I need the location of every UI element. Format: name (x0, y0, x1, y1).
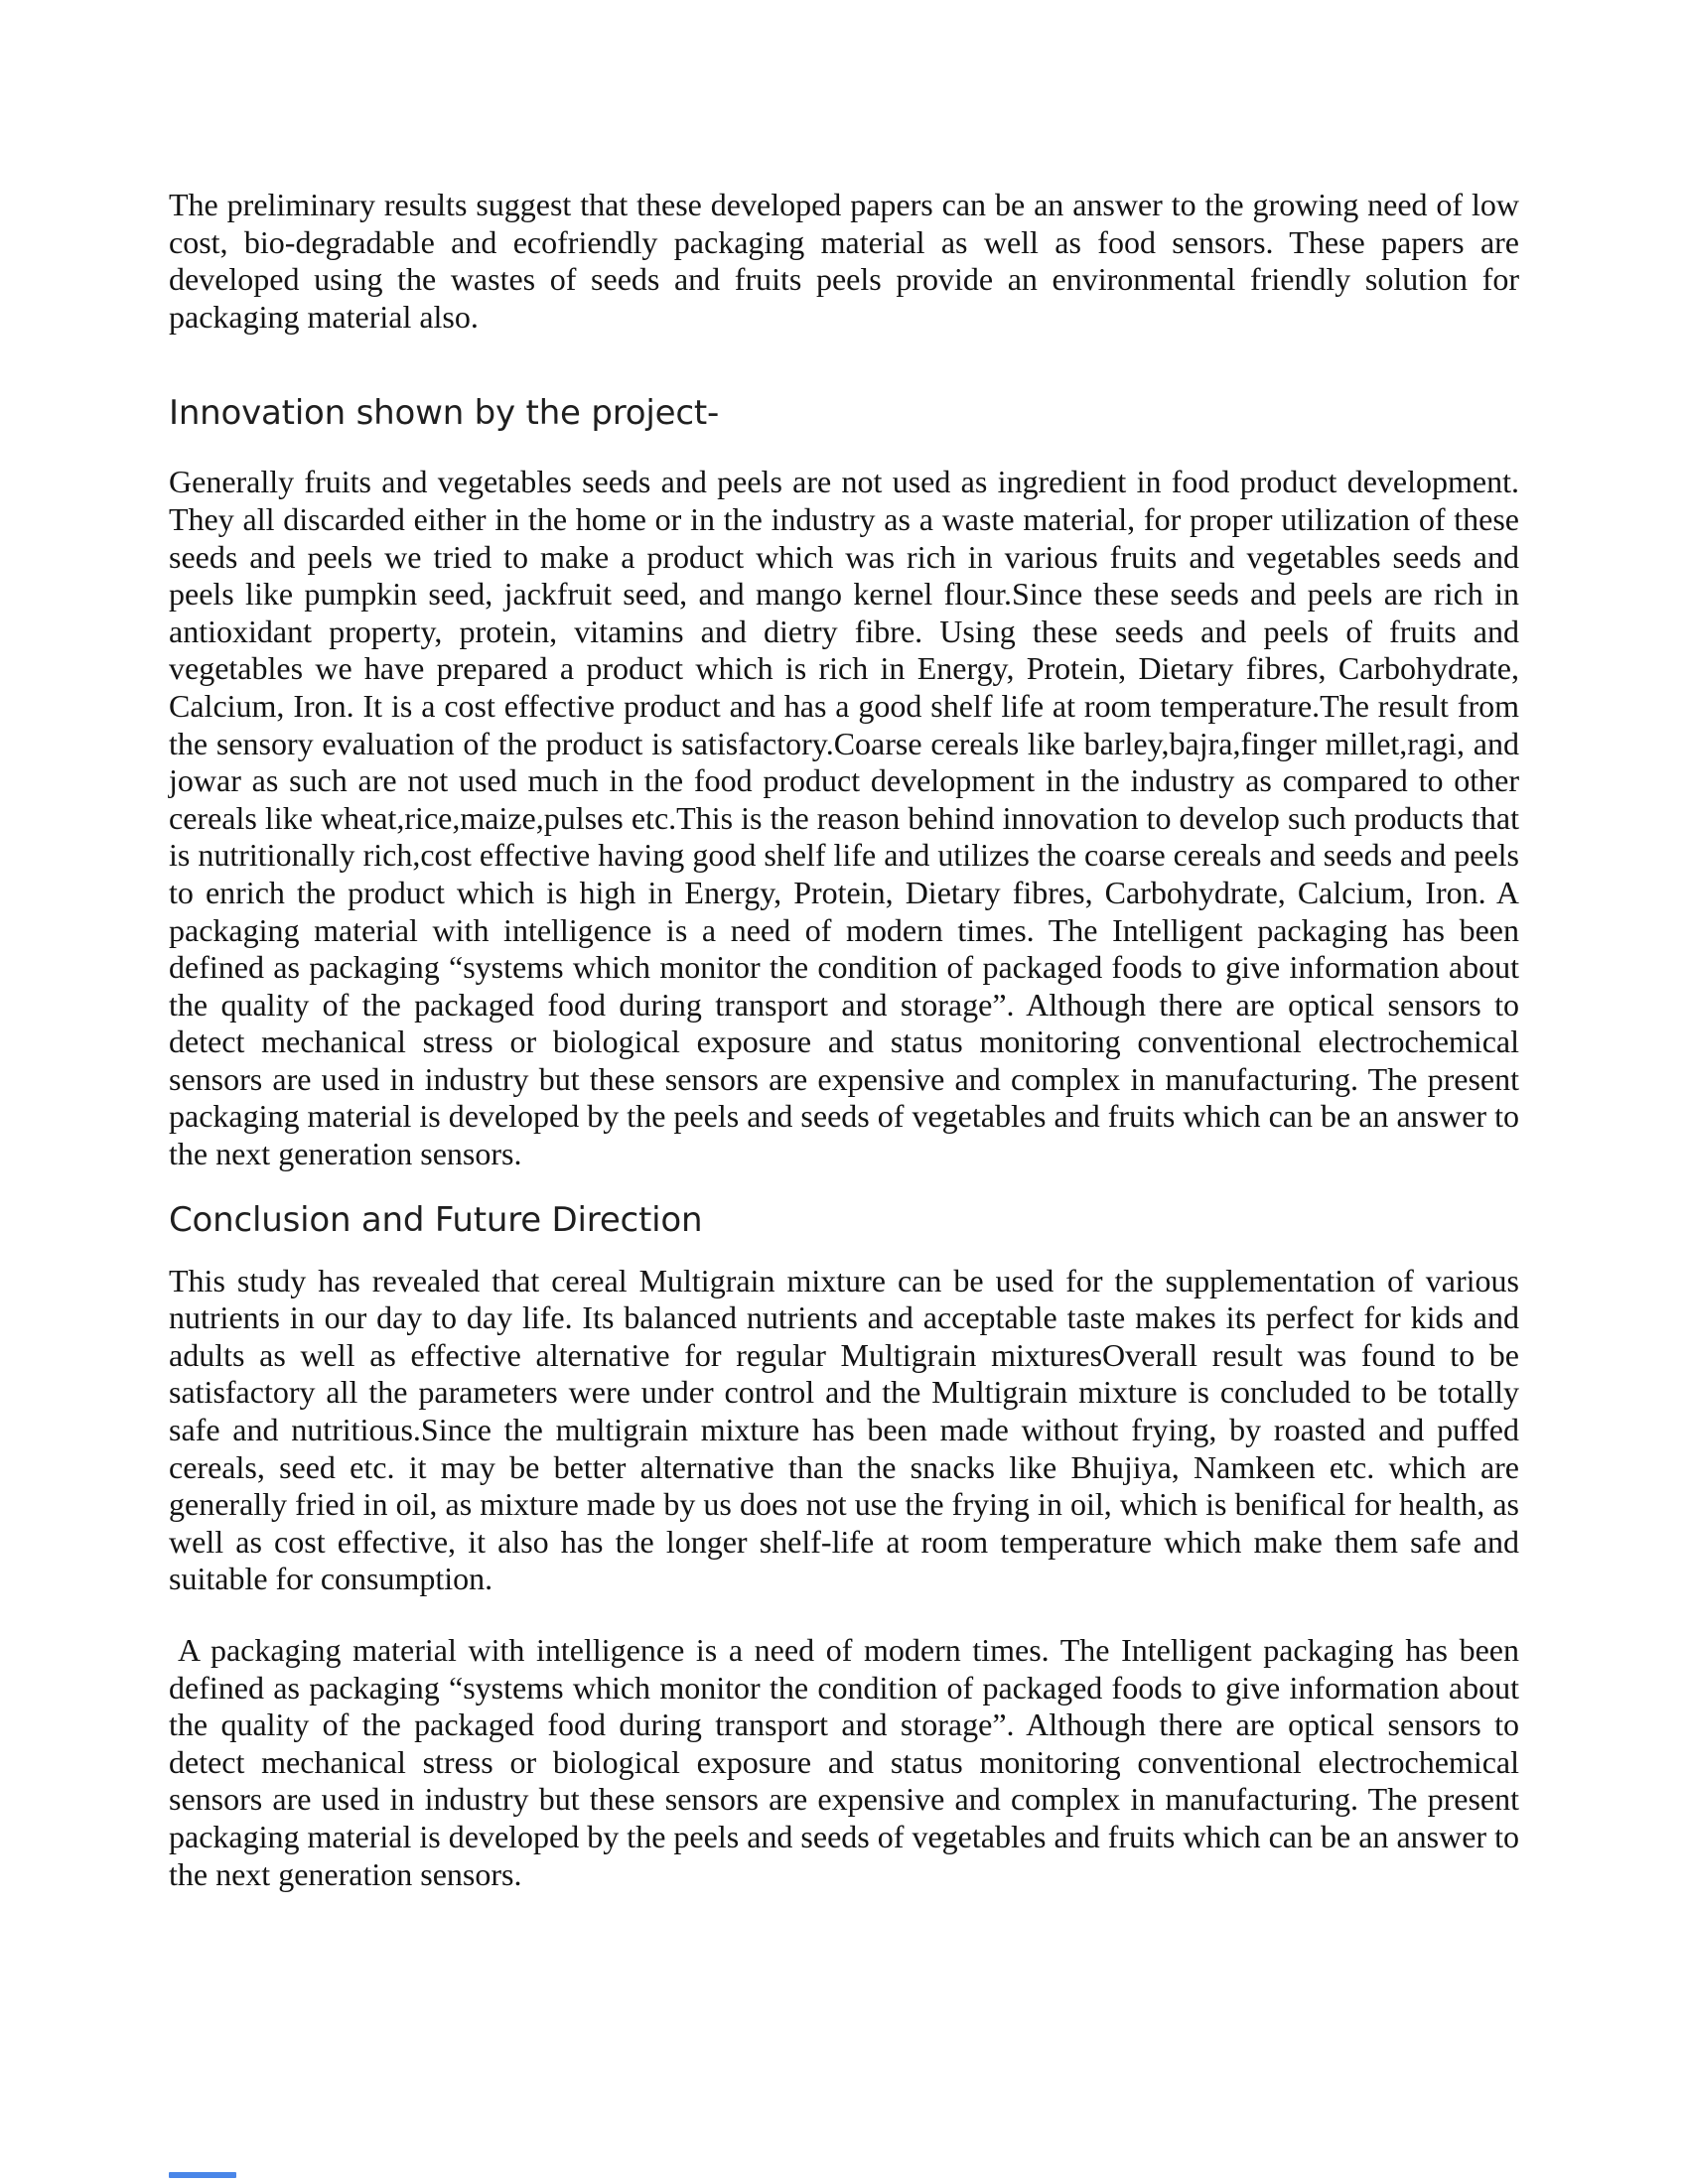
document-content-column (169, 0, 1519, 1893)
paragraph-preliminary-results: The preliminary results suggest that these developed papers can be an answer to the growing need of low cost, bio-degradable and ecofriendly packaging material as well as food sensors. These papers are developed using the wastes of seeds and fruits peels provide an environmental friendly solution for packaging material also. (169, 187, 1519, 335)
heading-innovation-shown-by-project: Innovation shown by the project- (169, 393, 720, 434)
paragraph-innovation-details: Generally fruits and vegetables seeds and peels are not used as ingredient in food product development. They all discarded either in the home or in the industry as a waste material, for proper utilization of these seeds and peels we tried to make a product which was rich in various fruits and vegetables seeds and peels like pumpkin seed, jackfruit seed, and mango kernel flour.Since these seeds and peels are rich in antioxidant property, protein, vitamins and dietry fibre. Using these seeds and peels of fruits and vegetables we have prepared a product which is rich in Energy, Protein, Dietary fibres, Carbohydrate, Calcium, Iron. It is a cost effective product and has a good shelf life at room temperature.The result from the sensory evaluation of the product is satisfactory.Coarse cereals like barley,bajra,finger millet,ragi, and jowar as such are not used much in the food product development in the industry as compared to other cereals like wheat,rice,maize,pulses etc.This is the reason behind innovation to develop such products that is nutritionally rich,cost effective having good shelf life and utilizes the coarse cereals and seeds and peels to enrich the product which is high in Energy, Protein, Dietary fibres, Carbohydrate, Calcium, Iron. A packaging material with intelligence is a need of modern times. The Intelligent packaging has been defined as packaging “systems which monitor the condition of packaged foods to give information about the quality of the packaged food during transport and storage”. Although there are optical sensors to detect mechanical stress or biological exposure and status monitoring conventional electrochemical sensors are used in industry but these sensors are expensive and complex in manufacturing. The present packaging material is developed by the peels and seeds of vegetables and fruits which can be an answer to the next generation sensors. (169, 464, 1519, 1172)
paragraph-intelligent-packaging: A packaging material with intelligence is a need of modern times. The Intelligent packaging has been defined as packaging “systems which monitor the condition of packaged foods to give information about the quality of the packaged food during transport and storage”. Although there are optical sensors to detect mechanical stress or biological exposure and status monitoring conventional electrochemical sensors are used in industry but these sensors are expensive and complex in manufacturing. The present packaging material is developed by the peels and seeds of vegetables and fruits which can be an answer to the next generation sensors. (169, 1632, 1519, 1892)
heading-conclusion-future-direction: Conclusion and Future Direction (169, 1199, 703, 1240)
footer-link-bar[interactable] (169, 2172, 236, 2178)
paragraph-conclusion-study: This study has revealed that cereal Multigrain mixture can be used for the supplementation of various nutrients in our day to day life. Its balanced nutrients and acceptable taste makes its perfect for kids and adults as well as effective alternative for regular Multigrain mixturesOverall result was found to be satisfactory all the parameters were under control and the Multigrain mixture is concluded to be totally safe and nutritious.Since the multigrain mixture has been made without frying, by roasted and puffed cereals, seed etc. it may be better alternative than the snacks like Bhujiya, Namkeen etc. which are generally fried in oil, as mixture made by us does not use the frying in oil, which is benifical for health, as well as cost effective, it also has the longer shelf-life at room temperature which make them safe and suitable for consumption. (169, 1262, 1519, 1597)
